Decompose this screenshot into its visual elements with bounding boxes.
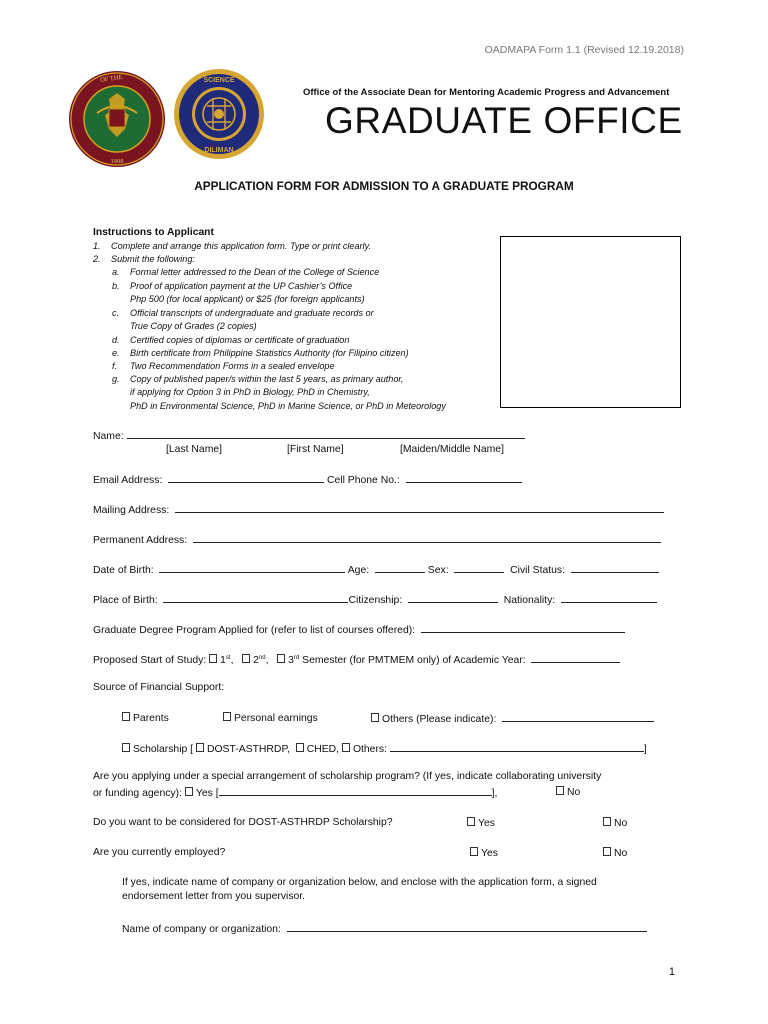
special-no: No bbox=[556, 786, 580, 798]
others-checkbox[interactable] bbox=[371, 713, 379, 722]
mailing-row: Mailing Address: bbox=[93, 503, 664, 516]
photo-box[interactable] bbox=[500, 236, 681, 408]
employed-yes: Yes bbox=[470, 847, 498, 859]
scholarship-checkbox[interactable] bbox=[122, 743, 130, 752]
office-subtitle: Office of the Associate Dean for Mentoring Academic Progress and Advancement bbox=[303, 86, 670, 97]
name-part-first: [First Name] bbox=[287, 444, 344, 455]
special-yes-checkbox[interactable] bbox=[185, 787, 193, 796]
pob-field[interactable] bbox=[163, 593, 348, 603]
cell-phone-field[interactable] bbox=[406, 473, 522, 483]
instruction-sub-g: g. Copy of published paper/s within the last 5 years, as primary author, if applying for Option 3 in PhD in Biology, PhD in Chemistry, PhD in Environmental Science, PhD in Marine Science, or PhD in Meteorology bbox=[112, 374, 446, 411]
others2-field[interactable] bbox=[390, 742, 644, 752]
name-part-middle: [Maiden/Middle Name] bbox=[400, 444, 504, 455]
others2-checkbox[interactable] bbox=[342, 743, 350, 752]
employed-yes-checkbox[interactable] bbox=[470, 847, 478, 856]
email-field[interactable] bbox=[168, 473, 324, 483]
academic-year-field[interactable] bbox=[531, 653, 620, 663]
company-row: Name of company or organization: bbox=[122, 922, 647, 935]
dob-field[interactable] bbox=[159, 563, 345, 573]
instruction-sub-b: b. Proof of application payment at the UP Cashier’s Office Php 500 (for local applicant) or $25 (for foreign applicants) bbox=[112, 281, 365, 304]
page-number: 1 bbox=[668, 966, 675, 978]
instruction-sub-e: e. Birth certificate from Philippine Statistics Authority (for Filipino citizen) bbox=[112, 348, 409, 358]
program-field[interactable] bbox=[421, 623, 625, 633]
dost-question: Do you want to be considered for DOST-ASTHRDP Scholarship? bbox=[93, 817, 393, 828]
fin-parents: Parents bbox=[122, 712, 169, 724]
third-semester-checkbox[interactable] bbox=[277, 654, 285, 663]
first-semester-checkbox[interactable] bbox=[209, 654, 217, 663]
instruction-sub-d: d. Certified copies of diplomas or certificate of graduation bbox=[112, 335, 350, 345]
dost-no-checkbox[interactable] bbox=[603, 817, 611, 826]
fin-personal: Personal earnings bbox=[223, 712, 318, 724]
permanent-address-field[interactable] bbox=[193, 533, 661, 543]
instruction-sub-a: a. Formal letter addressed to the Dean of the College of Science bbox=[112, 267, 380, 277]
sex-field[interactable] bbox=[454, 563, 504, 573]
svg-text:OF THE: OF THE bbox=[99, 73, 123, 84]
dob-row: Date of Birth: Age: Sex: Civil Status: bbox=[93, 563, 659, 576]
form-title: APPLICATION FORM FOR ADMISSION TO A GRADUATE PROGRAM bbox=[194, 179, 574, 193]
ched-checkbox[interactable] bbox=[296, 743, 304, 752]
employer-note-1: If yes, indicate name of company or organization below, and enclose with the application form, a signed bbox=[122, 877, 597, 888]
fin-others: Others (Please indicate): bbox=[371, 712, 654, 725]
age-field[interactable] bbox=[375, 563, 425, 573]
instruction-item-1: 1. Complete and arrange this application form. Type or print clearly. bbox=[93, 241, 371, 251]
dost-no: No bbox=[603, 817, 627, 829]
name-row: Name: bbox=[93, 429, 525, 442]
svg-text:DILIMAN: DILIMAN bbox=[204, 147, 234, 154]
instruction-sub-c: c. Official transcripts of undergraduate and graduate records or True Copy of Grades (2 copies) bbox=[112, 308, 374, 331]
start-row: Proposed Start of Study: 1st, 2nd, 3rd Semester (for PMTMEM only) of Academic Year: bbox=[93, 653, 620, 666]
special-no-checkbox[interactable] bbox=[556, 786, 564, 795]
svg-text:SCIENCE: SCIENCE bbox=[203, 77, 235, 84]
citizenship-field[interactable] bbox=[408, 593, 498, 603]
college-of-science-logo bbox=[173, 68, 265, 160]
instruction-sub-f: f. Two Recommendation Forms in a sealed envelope bbox=[112, 361, 335, 371]
dost-checkbox[interactable] bbox=[196, 743, 204, 752]
special-field[interactable] bbox=[219, 786, 492, 796]
employed-no-checkbox[interactable] bbox=[603, 847, 611, 856]
dost-yes-checkbox[interactable] bbox=[467, 817, 475, 826]
company-field[interactable] bbox=[287, 922, 647, 932]
nationality-field[interactable] bbox=[561, 593, 657, 603]
employed-question: Are you currently employed? bbox=[93, 847, 226, 858]
email-row: Email Address: Cell Phone No.: bbox=[93, 473, 522, 486]
civil-status-field[interactable] bbox=[571, 563, 659, 573]
parents-checkbox[interactable] bbox=[122, 712, 130, 721]
personal-earnings-checkbox[interactable] bbox=[223, 712, 231, 721]
name-part-last: [Last Name] bbox=[166, 444, 223, 455]
up-seal-logo bbox=[67, 69, 167, 169]
pob-row: Place of Birth: Citizenship: Nationality: bbox=[93, 593, 657, 606]
office-title: GRADUATE OFFICE bbox=[325, 100, 683, 141]
name-field[interactable] bbox=[127, 429, 525, 439]
others-field[interactable] bbox=[502, 712, 654, 722]
employed-no: No bbox=[603, 847, 627, 859]
employer-note-2: endorsement letter from you supervisor. bbox=[122, 891, 306, 902]
program-row: Graduate Degree Program Applied for (refer to list of courses offered): bbox=[93, 623, 625, 636]
fin-scholarship-row: Scholarship [ DOST-ASTHRDP, CHED, Others: ] bbox=[122, 742, 647, 755]
mailing-address-field[interactable] bbox=[175, 503, 664, 513]
instructions-heading: Instructions to Applicant bbox=[93, 227, 214, 238]
svg-text:1908: 1908 bbox=[110, 158, 124, 165]
financial-label: Source of Financial Support: bbox=[93, 682, 225, 693]
dost-yes: Yes bbox=[467, 817, 495, 829]
second-semester-checkbox[interactable] bbox=[242, 654, 250, 663]
form-code: OADMAPA Form 1.1 (Revised 12.19.2018) bbox=[484, 44, 684, 56]
permanent-row: Permanent Address: bbox=[93, 533, 661, 546]
special-question: Are you applying under a special arrangement of scholarship program? (If yes, indicate collaborating university bbox=[93, 771, 602, 782]
special-answer-row: or funding agency): Yes [ ], bbox=[93, 788, 498, 799]
instruction-item-2: 2. Submit the following: bbox=[93, 254, 195, 264]
